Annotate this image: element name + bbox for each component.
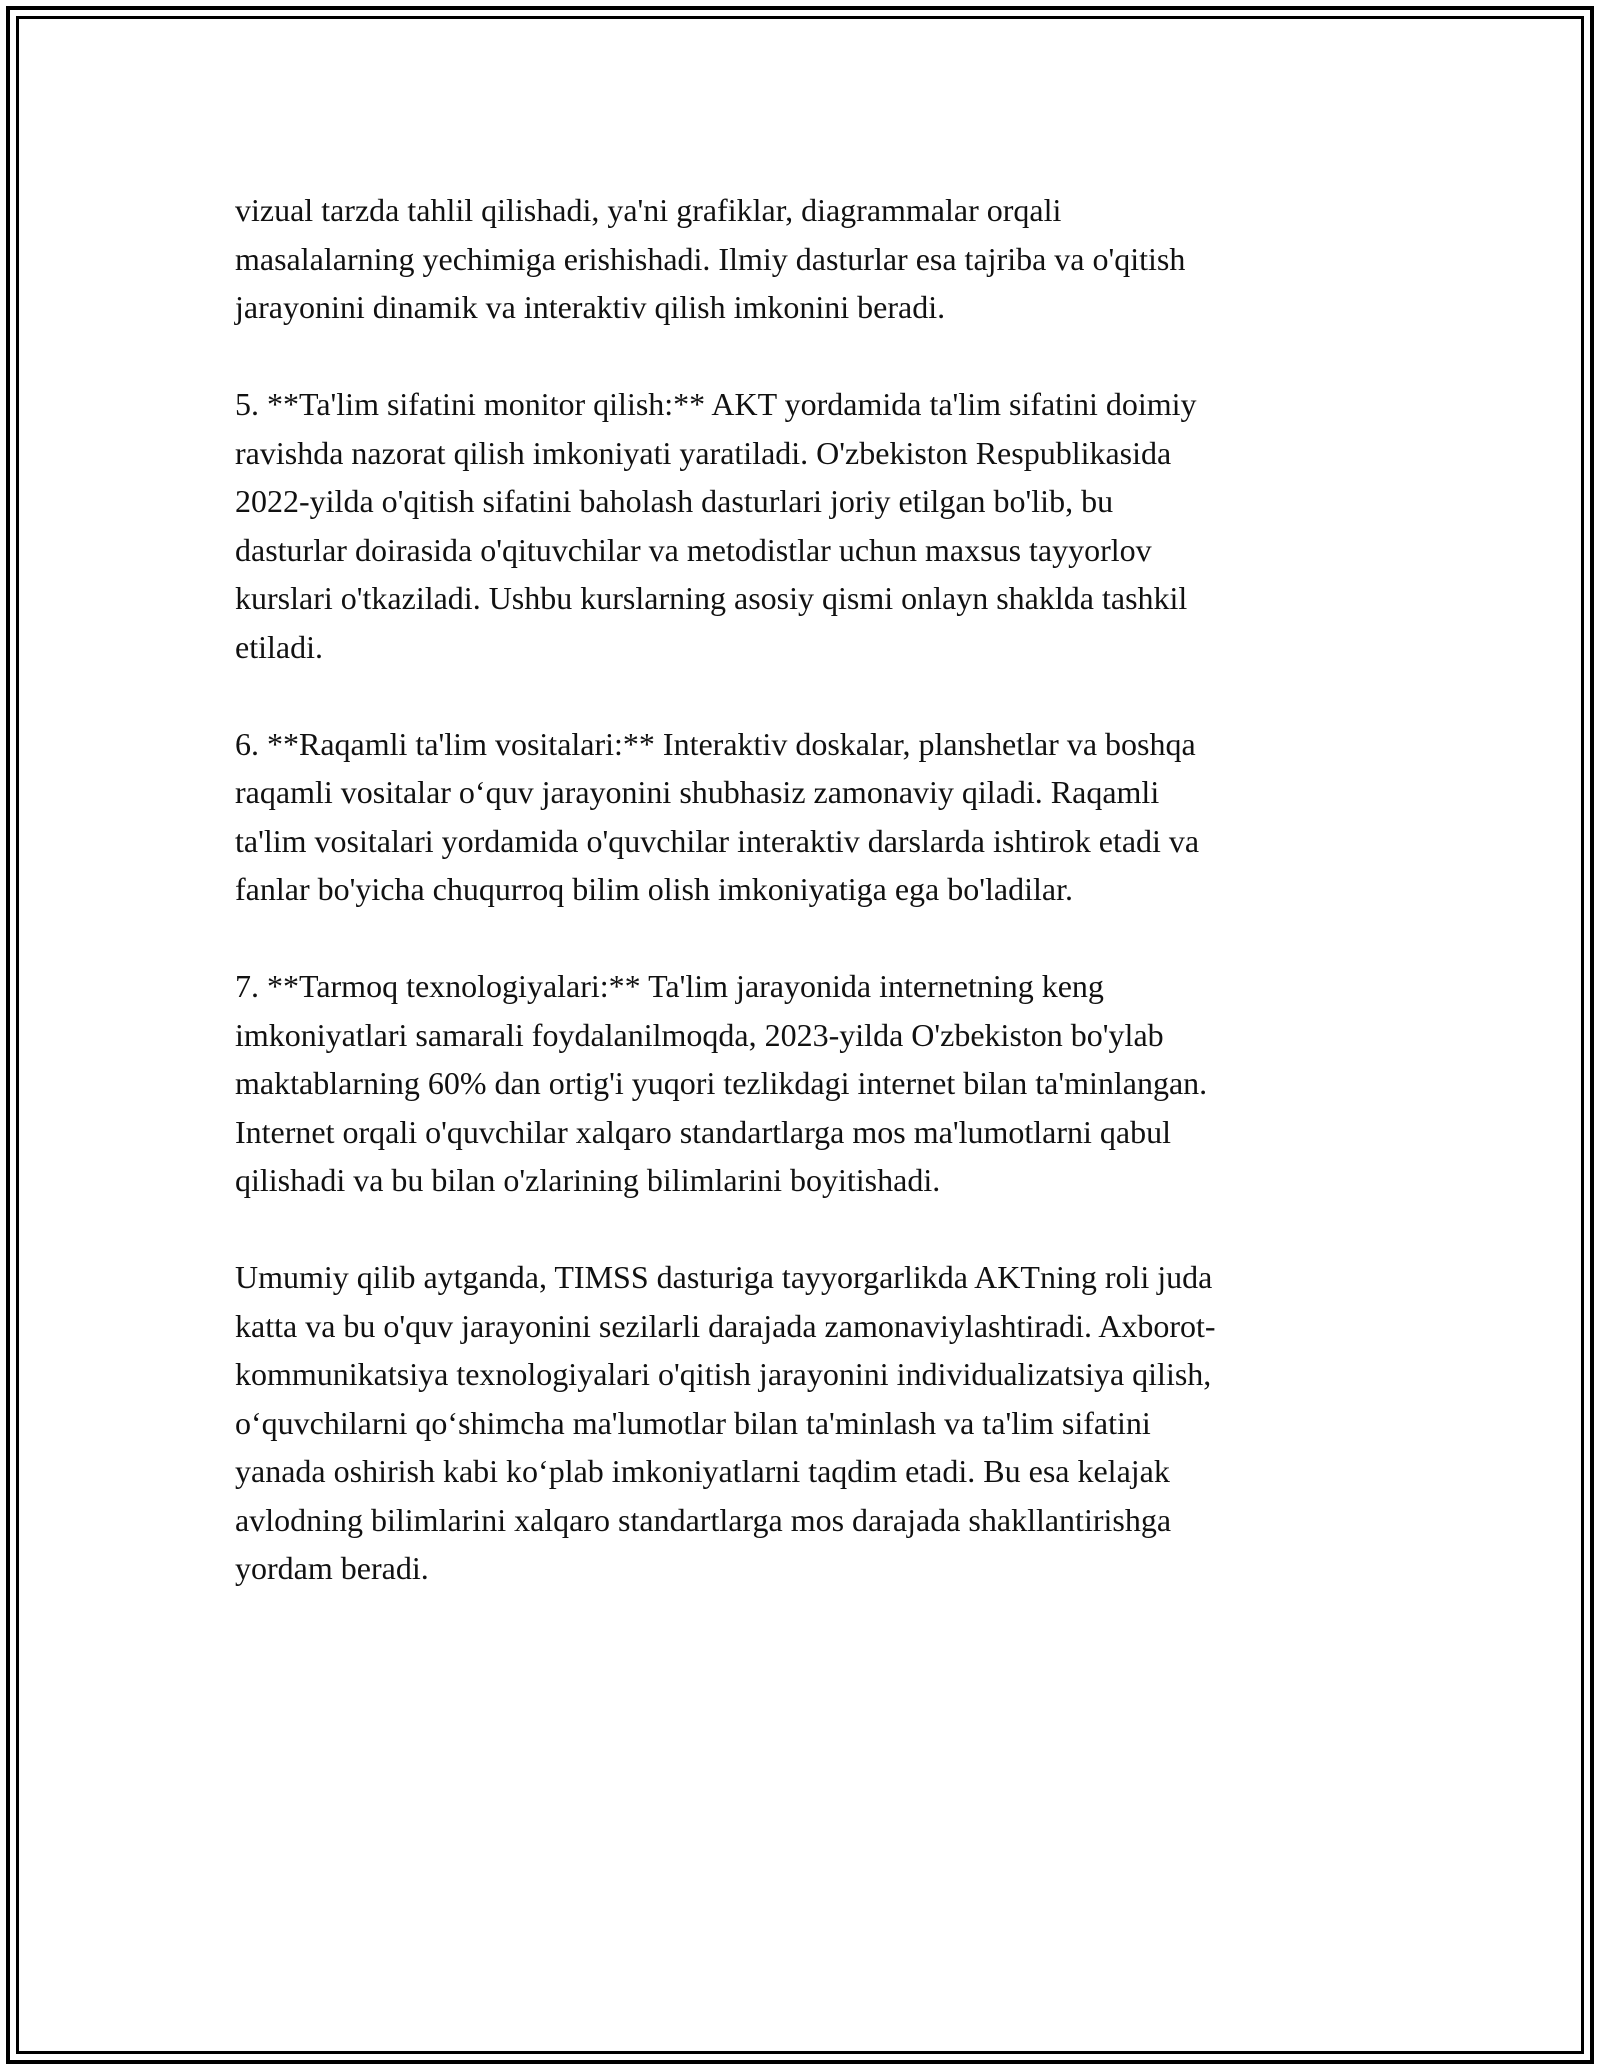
text-line: 2022-yilda o'qitish sifatini baholash dasturlari joriy etilgan bo'lib, bu (235, 483, 1114, 519)
text-line: maktablarning 60% dan ortig'i yuqori tezlikdagi internet bilan ta'minlangan. (235, 1065, 1208, 1101)
text-line: 6. **Raqamli ta'lim vositalari:** Interaktiv doskalar, planshetlar va boshqa (235, 725, 1196, 762)
text-line: imkoniyatlari samarali foydalanilmoqda, 2023-yilda O'zbekiston bo'ylab (235, 1016, 1164, 1053)
text-line: yanada oshirish kabi ko‘plab imkoniyatlarni taqdim etadi. Bu esa kelajak (235, 1453, 1170, 1489)
text-line: dasturlar doirasida o'qituvchilar va metodistlar uchun maxsus tayyorlov (235, 531, 1152, 568)
text-line: yordam beradi. (235, 1550, 429, 1586)
text-line: ta'lim vositalari yordamida o'quvchilar interaktiv darslarda ishtirok etadi va (235, 822, 1200, 859)
paragraph-item-7 (235, 962, 1365, 1205)
text-line: etiladi. (235, 628, 323, 665)
text-line: Internet orqali o'quvchilar xalqaro standartlarga mos ma'lumotlarni qabul (235, 1113, 1171, 1150)
text-line: avlodning bilimlarini xalqaro standartlarga mos darajada shakllantirishga (235, 1501, 1172, 1538)
text-line: 5. **Ta'lim sifatini monitor qilish:** AKT yordamida ta'lim sifatini doimiy (235, 386, 1197, 422)
text-line: qilishadi va bu bilan o'zlarining bilimlarini boyitishadi. (235, 1162, 941, 1198)
text-line: raqamli vositalar o‘quv jarayonini shubhasiz zamonaviy qiladi. Raqamli (235, 774, 1160, 810)
text-line: fanlar bo'yicha chuqurroq bilim olish imkoniyatiga ega bo'ladilar. (235, 871, 1073, 907)
text-line: 7. **Tarmoq texnologiyalari:** Ta'lim jarayonida internetning keng (235, 968, 1104, 1004)
text-line: masalalarning yechimiga erishishadi. Ilmiy dasturlar esa tajriba va o'qitish (235, 240, 1186, 277)
paragraph-intro-continuation (235, 186, 1365, 332)
text-line: kommunikatsiya texnologiyalari o'qitish jarayonini individualizatsiya qilish, (235, 1356, 1212, 1392)
document-body (235, 186, 1365, 1641)
text-line: Umumiy qilib aytganda, TIMSS dasturiga tayyorgarlikda AKTning roli juda (235, 1259, 1213, 1295)
text-line: o‘quvchilarni qo‘shimcha ma'lumotlar bilan ta'minlash va ta'lim sifatini (235, 1404, 1151, 1441)
paragraph-conclusion (235, 1253, 1365, 1593)
text-line: kurslari o'tkaziladi. Ushbu kurslarning asosiy qismi onlayn shaklda tashkil (235, 580, 1188, 616)
text-line: katta va bu o'quv jarayonini sezilarli darajada zamonaviylashtiradi. Axborot- (235, 1307, 1216, 1344)
text-line: ravishda nazorat qilish imkoniyati yaratiladi. O'zbekiston Respublikasida (235, 434, 1172, 471)
text-line: jarayonini dinamik va interaktiv qilish imkonini beradi. (235, 289, 946, 325)
text-line: vizual tarzda tahlil qilishadi, ya'ni grafiklar, diagrammalar orqali (235, 192, 1062, 228)
paragraph-item-5 (235, 380, 1365, 671)
paragraph-item-6 (235, 720, 1365, 914)
